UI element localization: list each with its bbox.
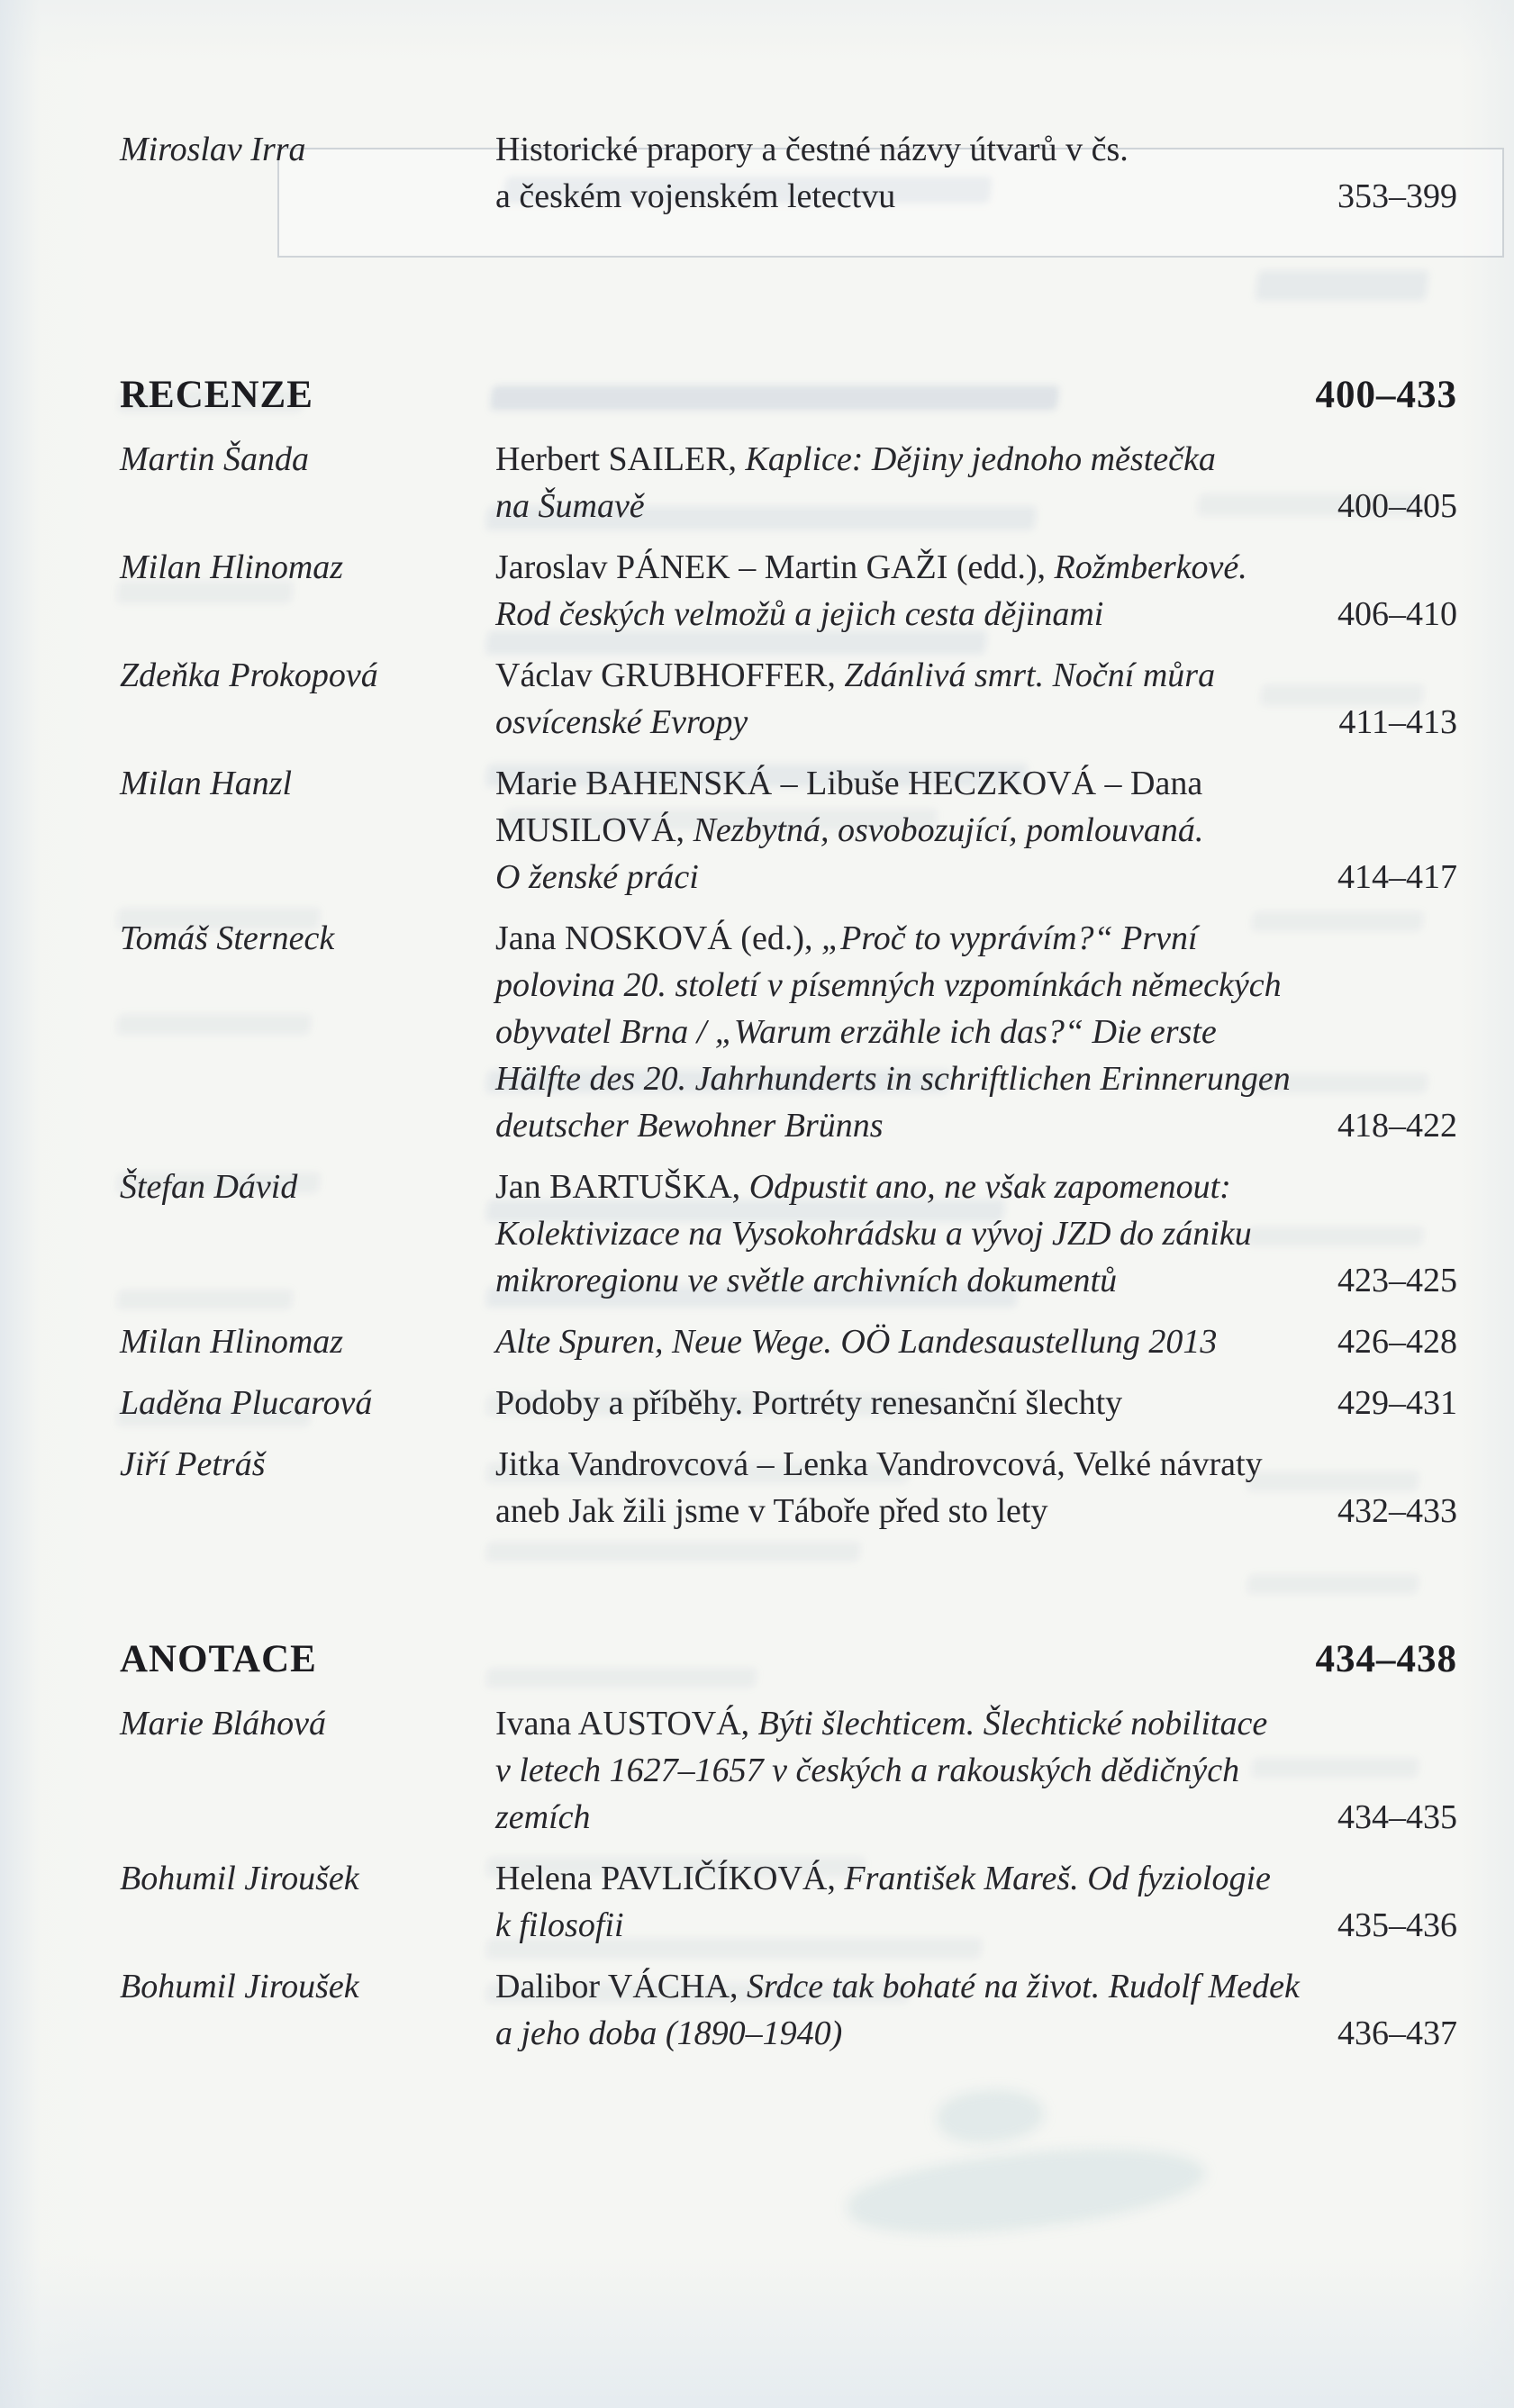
title-segment: Alte Spuren, Neue Wege. OÖ Landesaustellung 2013 <box>495 1323 1218 1361</box>
entry-author: Štefan Dávid <box>120 1168 298 1206</box>
entry-title-line <box>495 544 1457 591</box>
title-segment: Rod českých velmožů a jejich cesta dějinami <box>495 595 1104 633</box>
entry-title-block <box>495 1441 1457 1534</box>
title-segment: O ženské práci <box>495 858 699 896</box>
table-of-contents <box>120 126 1457 2071</box>
title-segment: obyvatel Brna / „Warum erzähle ich das?“ Die erste <box>495 1013 1217 1051</box>
entry-title-line <box>495 1855 1457 1902</box>
entry-title-block <box>495 1963 1457 2057</box>
entry-author: Bohumil Jiroušek <box>120 1968 359 2005</box>
toc-entry <box>120 126 1457 220</box>
entry-title-line <box>495 173 1457 220</box>
entry-title-line <box>495 1210 1457 1257</box>
title-segment: Býti šlechticem. Šlechtické nobilitace <box>757 1705 1268 1743</box>
bleedthrough-handwriting <box>843 2131 1210 2250</box>
entry-title-line <box>495 854 1457 901</box>
entry-title-line <box>495 1163 1457 1210</box>
toc-entry <box>120 1380 1457 1426</box>
section-heading: RECENZE <box>120 374 313 416</box>
entry-page-range: 353–399 <box>1337 177 1457 215</box>
title-segment: osvícenské Evropy <box>495 703 748 741</box>
entry-title-block <box>495 652 1457 746</box>
title-segment: Historické prapory a čestné názvy útvarů v čs. <box>495 131 1129 168</box>
entry-page-range: 406–410 <box>1337 595 1457 633</box>
entry-title-line <box>495 1318 1457 1365</box>
entry-page-range: 423–425 <box>1337 1262 1457 1299</box>
title-segment: zemích <box>495 1798 591 1836</box>
entry-page-range: 434–435 <box>1337 1798 1457 1836</box>
entry-author: Tomáš Sterneck <box>120 919 335 957</box>
entry-page-range: 436–437 <box>1337 2014 1457 2052</box>
title-segment: Václav GRUBHOFFER, <box>495 656 845 694</box>
title-segment: polovina 20. století v písemných vzpomínkách německých <box>495 966 1282 1004</box>
entry-title-line <box>495 1257 1457 1304</box>
entry-title-line <box>495 1747 1457 1794</box>
title-segment: Srdce tak bohaté na život. Rudolf Medek <box>747 1968 1300 2005</box>
title-segment: Zdánlivá smrt. Noční můra <box>844 656 1216 694</box>
toc-entry <box>120 436 1457 530</box>
entry-title-line <box>495 436 1457 483</box>
section-heading-row <box>120 368 1457 422</box>
toc-entry <box>120 1963 1457 2057</box>
entry-author: Milan Hanzl <box>120 765 293 802</box>
entry-title-line <box>495 1963 1457 2010</box>
title-segment: „Proč to vyprávím?“ První <box>820 919 1198 957</box>
entry-author: Laděna Plucarová <box>120 1384 373 1422</box>
entry-title-line <box>495 807 1457 854</box>
entry-page-range: 426–428 <box>1337 1323 1457 1361</box>
entry-title-line <box>495 126 1457 173</box>
entry-title-line <box>495 1700 1457 1747</box>
toc-entry <box>120 1700 1457 1841</box>
entry-title-line <box>495 1902 1457 1949</box>
title-segment: k filosofii <box>495 1906 624 1944</box>
entry-title-line <box>495 1380 1457 1426</box>
title-segment: Herbert SAILER, <box>495 440 746 478</box>
title-segment: mikroregionu ve světle archivních dokumentů <box>495 1262 1118 1299</box>
entry-title-block <box>495 1163 1457 1304</box>
entry-author: Martin Šanda <box>120 440 310 478</box>
entry-title-line <box>495 1055 1457 1102</box>
entry-title-line <box>495 1794 1457 1841</box>
title-segment: Helena PAVLIČÍKOVÁ, <box>495 1860 845 1897</box>
title-segment: Nezbytná, osvobozující, pomlouvaná. <box>693 811 1204 849</box>
entry-title-block <box>495 544 1457 638</box>
title-segment: Rožmberkové. <box>1054 548 1247 586</box>
entry-page-range: 400–405 <box>1337 487 1457 525</box>
entry-title-line <box>495 1102 1457 1149</box>
entry-title-line <box>495 1441 1457 1488</box>
entry-author: Milan Hlinomaz <box>120 548 344 586</box>
entry-title-line <box>495 915 1457 962</box>
entry-author: Bohumil Jiroušek <box>120 1860 359 1897</box>
title-segment: a českém vojenském letectvu <box>495 177 896 215</box>
entry-author: Jiří Petráš <box>120 1445 266 1483</box>
entry-title-block <box>495 760 1457 901</box>
toc-entry <box>120 544 1457 638</box>
title-segment: Hälfte des 20. Jahrhunderts in schriftlichen Erinnerungen <box>495 1060 1291 1098</box>
entry-page-range: 418–422 <box>1337 1107 1457 1145</box>
title-segment: Jan BARTUŠKA, <box>495 1168 749 1206</box>
title-segment: Kolektivizace na Vysokohrádsku a vývoj JZD do zániku <box>495 1215 1252 1253</box>
title-segment: deutscher Bewohner Brünns <box>495 1107 884 1145</box>
entry-author: Marie Bláhová <box>120 1705 327 1743</box>
entry-title-block <box>495 1700 1457 1841</box>
entry-title-block <box>495 1855 1457 1949</box>
toc-entry <box>120 760 1457 901</box>
entry-page-range: 432–433 <box>1337 1492 1457 1530</box>
title-segment: Ivana AUSTOVÁ, <box>495 1705 758 1743</box>
title-segment: a jeho doba (1890–1940) <box>495 2014 843 2052</box>
entry-title-block <box>495 436 1457 530</box>
title-segment: Kaplice: Dějiny jednoho městečka <box>745 440 1216 478</box>
toc-entry <box>120 1855 1457 1949</box>
entry-title-block <box>495 126 1457 220</box>
entry-author: Zdeňka Prokopová <box>120 656 378 694</box>
title-segment: na Šumavě <box>495 487 645 525</box>
toc-entry <box>120 652 1457 746</box>
section-heading-row <box>120 1633 1457 1687</box>
title-segment: aneb Jak žili jsme v Táboře před sto lety <box>495 1492 1048 1530</box>
entry-title-line <box>495 1488 1457 1534</box>
entry-title-line <box>495 760 1457 807</box>
bleedthrough-handwriting <box>934 2083 1047 2150</box>
entry-title-block <box>495 915 1457 1149</box>
entry-page-range: 429–431 <box>1337 1384 1457 1422</box>
section-page-range: 434–438 <box>1315 1638 1457 1680</box>
section-heading: ANOTACE <box>120 1638 317 1680</box>
entry-page-range: 414–417 <box>1337 858 1457 896</box>
title-segment: Jitka Vandrovcová – Lenka Vandrovcová, Velké návraty <box>495 1445 1263 1483</box>
entry-title-block <box>495 1318 1457 1365</box>
title-segment: Podoby a příběhy. Portréty renesanční šlechty <box>495 1384 1123 1422</box>
entry-page-range: 435–436 <box>1337 1906 1457 1944</box>
title-segment: Marie BAHENSKÁ – Libuše HECZKOVÁ – Dana <box>495 765 1203 802</box>
toc-entry <box>120 1318 1457 1365</box>
title-segment: Jana NOSKOVÁ (ed.), <box>495 919 821 957</box>
entry-title-line <box>495 962 1457 1009</box>
title-segment: Jaroslav PÁNEK – Martin GAŽI (edd.), <box>495 548 1055 586</box>
title-segment: MUSILOVÁ, <box>495 811 694 849</box>
entry-author: Miroslav Irra <box>120 131 306 168</box>
entry-title-line <box>495 699 1457 746</box>
entry-title-line <box>495 2010 1457 2057</box>
toc-entry <box>120 1441 1457 1534</box>
title-segment: Odpustit ano, ne však zapomenout: <box>748 1168 1231 1206</box>
entry-title-block <box>495 1380 1457 1426</box>
entry-title-line <box>495 652 1457 699</box>
title-segment: Dalibor VÁCHA, <box>495 1968 748 2005</box>
section-page-range: 400–433 <box>1315 374 1457 416</box>
title-segment: v letech 1627–1657 v českých a rakouských dědičných <box>495 1752 1240 1789</box>
title-segment: František Mareš. Od fyziologie <box>844 1860 1271 1897</box>
entry-title-line <box>495 483 1457 530</box>
toc-entry <box>120 1163 1457 1304</box>
entry-author: Milan Hlinomaz <box>120 1323 344 1361</box>
entry-page-range: 411–413 <box>1338 703 1457 741</box>
toc-entry <box>120 915 1457 1149</box>
entry-title-line <box>495 591 1457 638</box>
entry-title-line <box>495 1009 1457 1055</box>
